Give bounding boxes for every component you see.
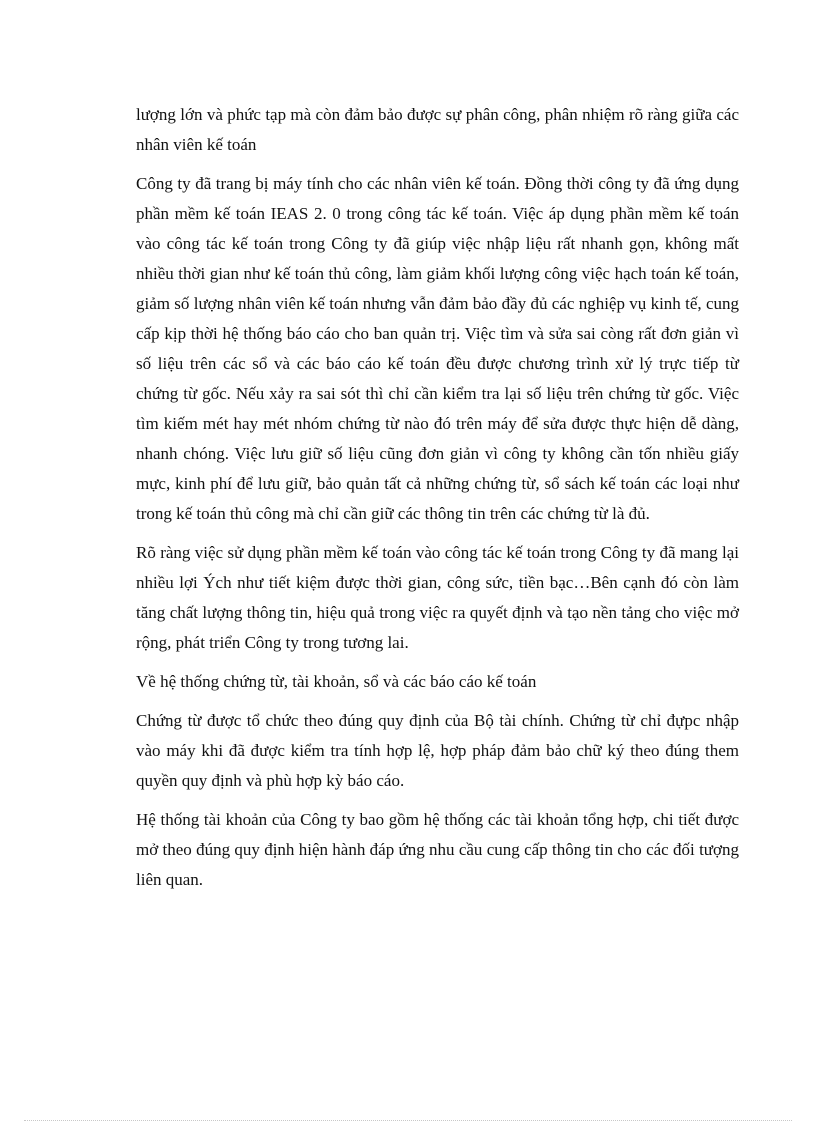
paragraph-software-adoption: Công ty đã trang bị máy tính cho các nhân viên kế toán. Đồng thời công ty đã ứng dụng phần mềm kế toán IEAS 2. 0 trong công tác kế toán. Việc áp dụng phần mềm kế toán vào công tác kế toán trong Công ty đã giúp việc nhập liệu rất nhanh gọn, không mất nhiều thời gian như kế toán thủ công, làm giảm khối lượng công việc hạch toán kế toán, giảm số lượng nhân viên kế toán nhưng vẫn đảm bảo đầy đủ các nghiệp vụ kinh tế, cung cấp kịp thời hệ thống báo cáo cho ban quản trị. Việc tìm và sửa sai còng rất đơn giản vì số liệu trên các sổ và các báo cáo kế toán đều được chương trình xử lý trực tiếp từ chứng từ gốc. Nếu xảy ra sai sót thì chỉ cần kiểm tra lại số liệu trên chứng từ gốc. Việc tìm kiếm mét hay mét nhóm chứng từ nào đó trên máy để sửa được thực hiện dễ dàng, nhanh chóng. Việc lưu giữ số liệu cũng đơn giản vì công ty không cần tốn nhiều giấy mực, kinh phí để lưu giữ, bảo quản tất cả những chứng từ, sổ sách kế toán các loại như trong kế toán thủ công mà chỉ cần giữ các thông tin trên các chứng từ là đủ. [136,174,739,523]
paragraph-benefits: Rõ ràng việc sử dụng phần mềm kế toán vào công tác kế toán trong Công ty đã mang lại nhiều lợi Ých như tiết kiệm được thời gian, công sức, tiền bạc…Bên cạnh đó còn làm tăng chất lượng thông tin, hiệu quả trong việc ra quyết định và tạo nền tảng cho việc mở rộng, phát triển Công ty trong tương lai. [136,543,739,652]
page-bottom-edge [24,1120,792,1121]
paragraph-continuation: lượng lớn và phức tạp mà còn đảm bảo được sự phân công, phân nhiệm rõ ràng giữa các nhân viên kế toán [136,105,739,154]
section-heading-documents-accounts: Về hệ thống chứng từ, tài khoản, sổ và các báo cáo kế toán [136,672,537,691]
paragraph-vouchers: Chứng từ được tổ chức theo đúng quy định của Bộ tài chính. Chứng từ chỉ đựpc nhập vào máy khi đã được kiểm tra tính hợp lệ, hợp pháp đảm bảo chữ ký theo đúng them quyền quy định và phù hợp kỳ báo cáo. [136,711,739,790]
document-body [136,100,739,904]
paragraph-account-system: Hệ thống tài khoản của Công ty bao gồm hệ thống các tài khoản tổng hợp, chi tiết được mở theo đúng quy định hiện hành đáp ứng nhu cầu cung cấp thông tin cho các đối tượng liên quan. [136,810,739,889]
